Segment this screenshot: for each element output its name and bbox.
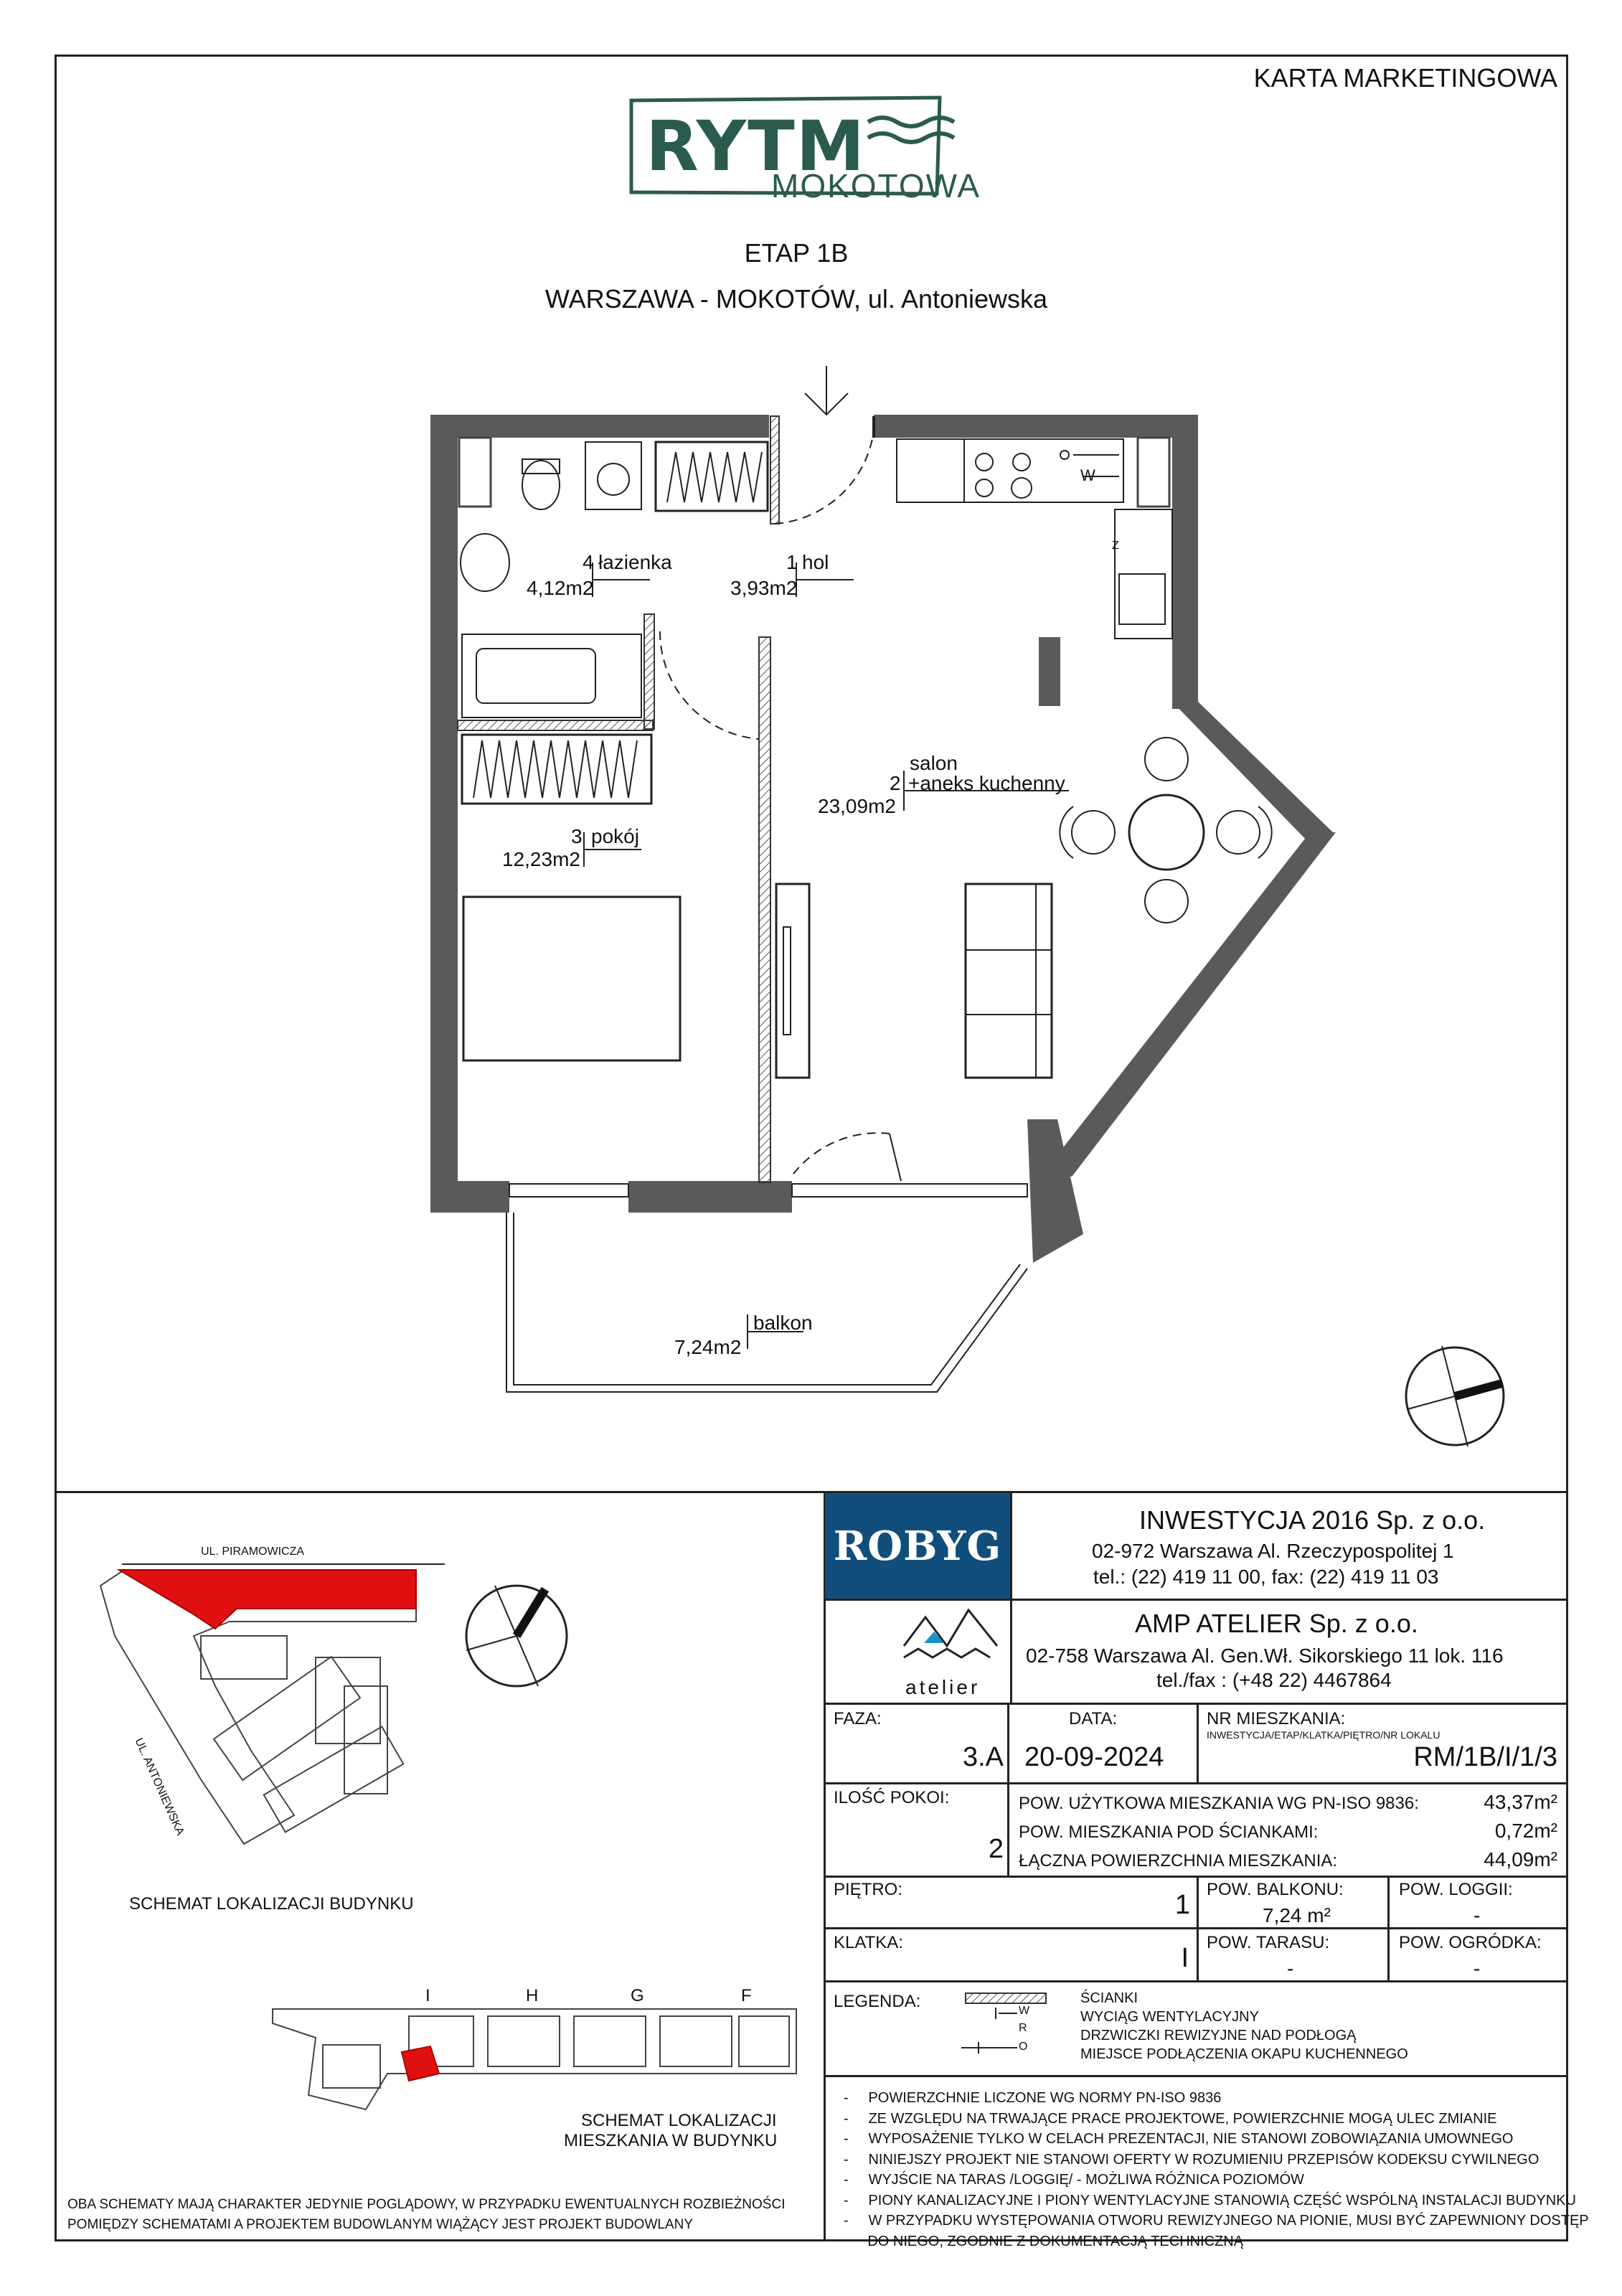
architect-name: AMP ATELIER Sp. z o.o. [1135, 1609, 1418, 1638]
col-divider-a [1007, 1703, 1009, 1783]
legend-item-hood: MIEJSCE PODŁĄCZENIA OKAPU KUCHENNEGO [1080, 2046, 1408, 2062]
note-item: - PIONY KANALIZACYJNE I PIONY WENTYLACYJNE STANOWIĄ CZĘŚĆ WSPÓLNĄ INSTALACJI BUDYNKU [844, 2192, 1576, 2208]
disclaimer-line-1: OBA SCHEMATY MAJĄ CHARAKTER JEDYNIE POGLĄDOWY, W PRZYPADKU EWENTUALNYCH ROZBIEŻNOŚCI [67, 2197, 786, 2212]
klatka-value: I [1181, 1943, 1189, 1973]
legend-item-walls: ŚCIANKI [1080, 1990, 1138, 2006]
room-hall-number: 1 [786, 551, 798, 573]
location-compass-icon [466, 1586, 567, 1686]
row-divider-6 [824, 1980, 1568, 1982]
developer-phone: tel.: (22) 419 11 00, fax: (22) 419 11 03 [1093, 1566, 1439, 1588]
location-title: WARSZAWA - MOKOTÓW, ul. Antoniewska [544, 284, 1048, 314]
apartment-scheme-caption-2: MIESZKANIA W BUDYNKU [564, 2131, 778, 2150]
row-divider-5 [824, 1927, 1568, 1929]
card-title: KARTA MARKETINGOWA [1253, 63, 1557, 93]
logo-main-text: RYTM [646, 106, 867, 187]
nr-sublabel: INWESTYCJA/ETAP/KLATKA/PIĘTRO/NR LOKALU [1207, 1729, 1441, 1741]
taras-value: - [1287, 1957, 1294, 1980]
legend-item-hatch: DRZWICZKI REWIZYJNE NAD PODŁOGĄ [1080, 2028, 1357, 2043]
row-divider-4 [824, 1876, 1568, 1878]
note-item: - POWIERZCHNIE LICZONE WG NORMY PN-ISO 9836 [844, 2090, 1222, 2106]
room-bathroom-number: 4 [583, 551, 594, 573]
room-bathroom-name: łazienka [598, 551, 672, 573]
room-balcony-name: balkon [753, 1312, 813, 1334]
note-item: - W PRZYPADKU WYSTĘPOWANIA OTWORU REWIZYJNEGO NA PIONIE, MUSI BYĆ ZAPEWNIONY DOSTĘP [844, 2213, 1589, 2229]
note-item: - WYJŚCIE NA TARAS /LOGGIĘ/ - MOŻLIWA RÓŻNICA POZIOMÓW [844, 2172, 1304, 2188]
ogrodek-value: - [1474, 1957, 1481, 1980]
room-hall-area: 3,93m2 [730, 577, 798, 599]
pow-scianki-value: 0,72m² [1494, 1820, 1557, 1842]
legend-label: LEGENDA: [834, 1992, 921, 2011]
street-antoniewska: UL. ANTONIEWSKA [132, 1736, 187, 1838]
row-divider-2 [824, 1703, 1568, 1705]
pow-scianki-label: POW. MIESZKANIA POD ŚCIANKAMI: [1019, 1822, 1319, 1842]
room-salon-name2: +aneks kuchenny [908, 772, 1065, 794]
pow-uzytkowa-label: POW. UŻYTKOWA MIESZKANIA WG PN-ISO 9836: [1019, 1794, 1419, 1813]
divider-main [55, 1491, 1568, 1493]
room-bedroom-area: 12,23m2 [502, 848, 580, 870]
logo-divider [1010, 1493, 1012, 1703]
col-divider-b [1197, 1703, 1199, 1783]
loggia-label: POW. LOGGII: [1399, 1880, 1513, 1899]
section-label-g: G [631, 1986, 644, 2005]
compass-icon [1406, 1346, 1504, 1446]
developer-address: 02-972 Warszawa Al. Rzeczypospolitej 1 [1092, 1540, 1454, 1562]
row-divider-7 [824, 2075, 1568, 2077]
balkon-value: 7,24 m² [1263, 1904, 1331, 1926]
legend-mark-o: O [1019, 2041, 1028, 2053]
pow-laczna-label: ŁĄCZNA POWIERZCHNIA MIESZKANIA: [1019, 1851, 1338, 1871]
room-salon-number: 2 [890, 772, 901, 794]
note-item: - ZE WZGLĘDU NA TRWAJĄCE PRACE PROJEKTOWE, POWIERZCHNIE MOGĄ ULEC ZMIANIE [844, 2110, 1497, 2127]
atelier-logo-text: atelier [905, 1676, 981, 1698]
logo-sub-text: MOKOTOWA [771, 167, 981, 204]
row-divider-1 [824, 1599, 1568, 1601]
data-value: 20-09-2024 [1024, 1742, 1164, 1772]
pokoje-label: ILOŚĆ POKOI: [834, 1788, 950, 1807]
legend-item-vent: WYCIĄG WENTYLACYJNY [1080, 2009, 1259, 2025]
section-label-f: F [741, 1986, 752, 2005]
robyg-logo: ROBYG [825, 1493, 1010, 1599]
nr-value: RM/1B/I/1/3 [1413, 1742, 1557, 1772]
note-item: - WYPOSAŻENIE TYLKO W CELACH PREZENTACJI, NIE STANOWI ZOBOWIĄZANIA UMOWNEGO [844, 2131, 1514, 2147]
data-label: DATA: [1069, 1709, 1118, 1728]
stage-title: ETAP 1B [744, 238, 849, 268]
taras-label: POW. TARASU: [1207, 1933, 1330, 1952]
developer-name: INWESTYCJA 2016 Sp. z o.o. [1139, 1505, 1486, 1535]
pietro-value: 1 [1174, 1890, 1190, 1920]
room-hall-name: hol [802, 551, 829, 573]
balkon-label: POW. BALKONU: [1207, 1880, 1344, 1899]
room-salon-name1: salon [910, 752, 958, 774]
street-piramowicza: UL. PIRAMOWICZA [201, 1545, 305, 1558]
faza-value: 3.A [962, 1742, 1004, 1772]
note-item: DO NIEGO, ZGODNIE Z DOKUMENTACJĄ TECHNICZNĄ [867, 2233, 1244, 2249]
divider-bottom [824, 1491, 826, 2241]
pokoje-value: 2 [988, 1834, 1004, 1864]
pietro-label: PIĘTRO: [834, 1880, 903, 1899]
pow-laczna-value: 44,09m² [1484, 1848, 1557, 1871]
room-bedroom-name: pokój [591, 825, 639, 847]
pow-uzytkowa-value: 43,37m² [1484, 1791, 1557, 1813]
ogrodek-label: POW. OGRÓDKA: [1399, 1933, 1542, 1952]
apartment-scheme-caption-1: SCHEMAT LOKALIZACJI [581, 2111, 777, 2130]
architect-address: 02-758 Warszawa Al. Gen.Wł. Sikorskiego 11 lok. 116 [1026, 1645, 1504, 1667]
kitchen-mark-w: W [1080, 466, 1095, 484]
disclaimer-line-2: POMIĘDZY SCHEMATAMI A PROJEKTEM BUDOWLANYM WIĄŻĄCY JEST PROJEKT BUDOWLANY [67, 2217, 694, 2232]
section-label-i: I [425, 1986, 430, 2005]
building-location-scheme [86, 1543, 775, 1858]
klatka-label: KLATKA: [834, 1933, 903, 1952]
architect-phone: tel./fax : (+48 22) 4467864 [1156, 1669, 1392, 1691]
loggia-value: - [1474, 1904, 1481, 1926]
note-item: - NINIEJSZY PROJEKT NIE STANOWI OFERTY W ROZUMIENIU PRZEPISÓW KODEKSU CYWILNEGO [844, 2151, 1540, 2168]
room-bathroom-area: 4,12m2 [527, 577, 594, 599]
section-label-h: H [526, 1986, 539, 2005]
nr-label: NR MIESZKANIA: [1207, 1709, 1346, 1728]
building-scheme-caption: SCHEMAT LOKALIZACJI BUDYNKU [129, 1894, 414, 1914]
col-divider-c [1007, 1782, 1009, 1876]
row-divider-3 [824, 1782, 1568, 1784]
atelier-logo-icon [897, 1603, 1004, 1679]
legend-mark-r: R [1019, 2022, 1027, 2034]
room-bedroom-number: 3 [571, 825, 583, 847]
room-salon-area: 23,09m2 [818, 795, 896, 817]
notes-list [844, 2088, 1589, 2252]
kitchen-mark-z: Z [1112, 540, 1119, 552]
faza-label: FAZA: [834, 1709, 882, 1728]
room-balcony-area: 7,24m2 [674, 1336, 742, 1358]
legend-mark-w: W [1019, 2005, 1030, 2017]
